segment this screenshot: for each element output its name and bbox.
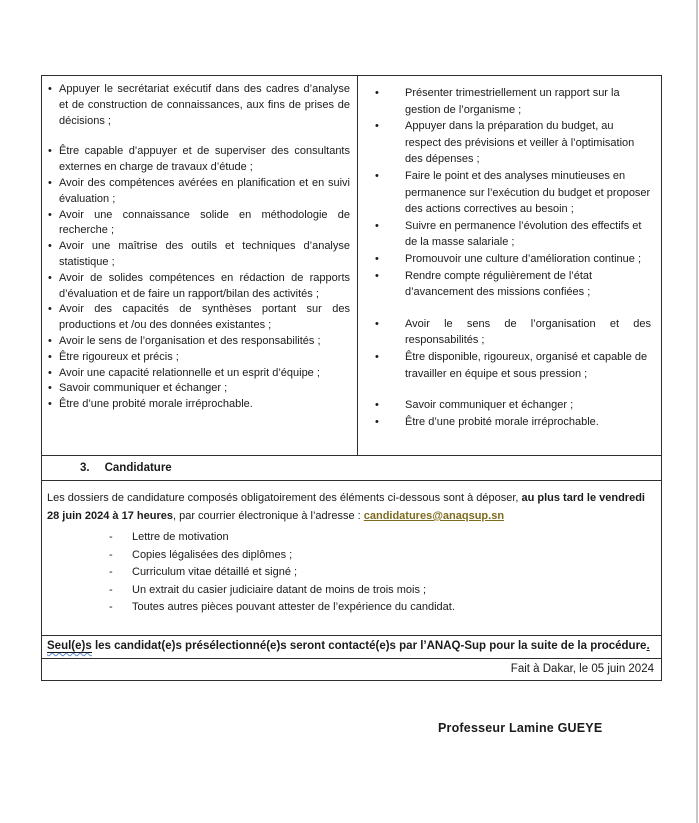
bullet-item-text: Présenter trimestriellement un rapport sur la gestion de l’organisme ;: [405, 87, 620, 116]
bullet-item: [48, 366, 350, 382]
bullet-icon: •: [375, 399, 379, 412]
document-list-item-text: Un extrait du casier judiciaire datant de moins de trois mois ;: [132, 583, 427, 596]
bullet-item-text: Avoir le sens de l’organisation et des responsabilités ;: [405, 317, 651, 347]
bullet-item: [372, 397, 651, 414]
bullet-item-text: Avoir de solides compétences en rédaction de rapports d’évaluation et de faire un rapport/bilan des activités ;: [59, 271, 350, 300]
bullet-icon: •: [375, 252, 379, 265]
section-number: 3.: [80, 462, 90, 474]
date-row: [42, 658, 661, 680]
bullet-icon: •: [375, 415, 379, 428]
bullet-icon: •: [375, 317, 379, 330]
bullet-item: [372, 316, 651, 349]
dash-icon: -: [109, 601, 113, 614]
page-edge-line: [696, 0, 698, 823]
notice-row: [42, 635, 661, 658]
bullet-item-text: Être disponible, rigoureux, organisé et capable de travailler en équipe et sous pression ;: [405, 350, 648, 380]
bullet-item: [48, 302, 350, 334]
requirements-table: [41, 75, 662, 681]
bullet-icon: •: [48, 398, 52, 411]
bullet-item: [48, 208, 350, 240]
document-list-item: [47, 582, 649, 600]
bullet-icon: •: [48, 83, 52, 95]
bullet-icon: •: [48, 334, 52, 347]
bullet-icon: •: [48, 208, 52, 221]
bullet-item-text: Appuyer dans la préparation du budget, au respect des prévisions et veiller à l’optimisation des dépenses ;: [405, 120, 635, 166]
document-list-item: [47, 547, 649, 565]
documents-list: [47, 529, 649, 617]
bullet-icon: •: [48, 366, 52, 379]
bullet-icon: •: [375, 219, 379, 232]
bullet-item: [372, 85, 651, 118]
bullet-icon: •: [48, 303, 52, 316]
bullet-item: [372, 349, 651, 382]
intro-text: Les dossiers de candidature composés obligatoirement des éléments ci-dessous sont à déposer,: [47, 492, 522, 504]
bullet-item: [48, 176, 350, 208]
bullet-item-text: Suivre en permanence l’évolution des effectifs et de la masse salariale ;: [405, 219, 642, 249]
bullet-item-text: Avoir une capacité relationnelle et un esprit d’équipe ;: [59, 366, 320, 379]
bullet-item: [48, 397, 350, 413]
candidature-heading-row: [42, 455, 661, 480]
bullet-icon: •: [48, 271, 52, 284]
section-title: Candidature: [104, 462, 172, 474]
bullet-icon: •: [375, 350, 379, 363]
bullet-item-text: Faire le point et des analyses minutieuses en permanence sur l’exécution du budget et proposer des actions correctives au besoin ;: [405, 169, 651, 216]
document-list-item: [47, 564, 649, 582]
bullet-item: [48, 334, 350, 350]
intro-text: , par courrier électronique à l’adresse :: [172, 510, 364, 522]
deadline-text: au plus tard le vendredi 28 juin 2024 à 17 heures: [47, 492, 645, 522]
bullet-item-text: Promouvoir une culture d’amélioration continue ;: [405, 252, 642, 265]
email-link[interactable]: candidatures@anaqsup.sn: [363, 510, 505, 522]
bullet-item: [372, 268, 651, 301]
document-list-item-text: Copies légalisées des diplômes ;: [132, 548, 293, 561]
bullet-item: [48, 381, 350, 397]
signature-name: Professeur Lamine GUEYE: [438, 721, 603, 735]
bullet-item-text: Être rigoureux et précis ;: [59, 350, 179, 363]
bullet-item-text: Savoir communiquer et échanger ;: [405, 399, 574, 412]
notice-period: .: [646, 640, 650, 652]
dash-icon: -: [109, 566, 113, 579]
document-list-item-text: Lettre de motivation: [132, 531, 229, 543]
right-column-cell: [357, 76, 661, 455]
bullet-icon: •: [375, 269, 379, 282]
bullet-item: [372, 218, 651, 251]
bullet-item: [372, 168, 651, 218]
intro-paragraph: [47, 489, 649, 525]
bullet-icon: •: [48, 176, 52, 189]
bullet-item-text: Avoir des compétences avérées en planification et en suivi évaluation ;: [59, 176, 350, 205]
dash-icon: -: [109, 583, 113, 596]
bullet-item: [48, 271, 350, 303]
bullet-item-text: Avoir des capacités de synthèses portant sur des productions et /ou des données existantes ;: [59, 303, 350, 332]
bullet-item-text: Avoir une connaissance solide en méthodologie de recherche ;: [59, 208, 350, 237]
bullet-item: [48, 239, 350, 271]
bullet-icon: •: [48, 145, 52, 158]
bullet-item: [372, 118, 651, 168]
document-list-item-text: Curriculum vitae détaillé et signé ;: [132, 566, 298, 579]
bullet-item-text: Avoir une maîtrise des outils et techniques d’analyse statistique ;: [59, 240, 350, 268]
bullet-icon: •: [375, 120, 379, 133]
application-instructions-box: [42, 480, 661, 635]
dash-icon: -: [109, 548, 113, 561]
bullet-item: [48, 350, 350, 366]
bullet-item-text: Être capable d’appuyer et de superviser des consultants externes en charge de travaux d’étude ;: [59, 145, 350, 174]
bullet-icon: •: [48, 240, 52, 253]
bullet-item: [48, 144, 350, 176]
bullet-icon: •: [375, 87, 379, 99]
requirements-row: [42, 76, 661, 455]
date-text: Fait à Dakar, le 05 juin 2024: [510, 662, 654, 675]
bullet-item-text: Appuyer le secrétariat exécutif dans des cadres d’analyse et de construction de connaissances, aux fins de prises de décisions ;: [59, 83, 350, 127]
bullet-item: [48, 82, 350, 129]
bullet-item: [372, 251, 651, 268]
bullet-item-text: Être d’une probité morale irréprochable.: [405, 415, 599, 428]
bullet-icon: •: [48, 382, 52, 395]
bullet-item-text: Avoir le sens de l’organisation et des responsabilités ;: [59, 334, 321, 347]
dash-icon: -: [109, 531, 113, 543]
bullet-item-text: Savoir communiquer et échanger ;: [59, 382, 228, 395]
bullet-item: [372, 414, 651, 431]
left-column-cell: [42, 76, 357, 455]
notice-lead: Seul(e)s: [47, 640, 92, 652]
bullet-icon: •: [48, 350, 52, 363]
bullet-item-text: Être d’une probité morale irréprochable.: [59, 398, 253, 411]
bullet-item-text: Rendre compte régulièrement de l’état d’avancement des missions confiées ;: [405, 269, 593, 299]
document-list-item-text: Toutes autres pièces pouvant attester de l’expérience du candidat.: [132, 601, 455, 614]
document-list-item: [47, 599, 649, 617]
document-list-item: [47, 529, 649, 547]
notice-text: les candidat(e)s présélectionné(e)s seront contacté(e)s par l’ANAQ-Sup pour la suite de la procédure: [91, 640, 647, 652]
bullet-icon: •: [375, 169, 379, 182]
